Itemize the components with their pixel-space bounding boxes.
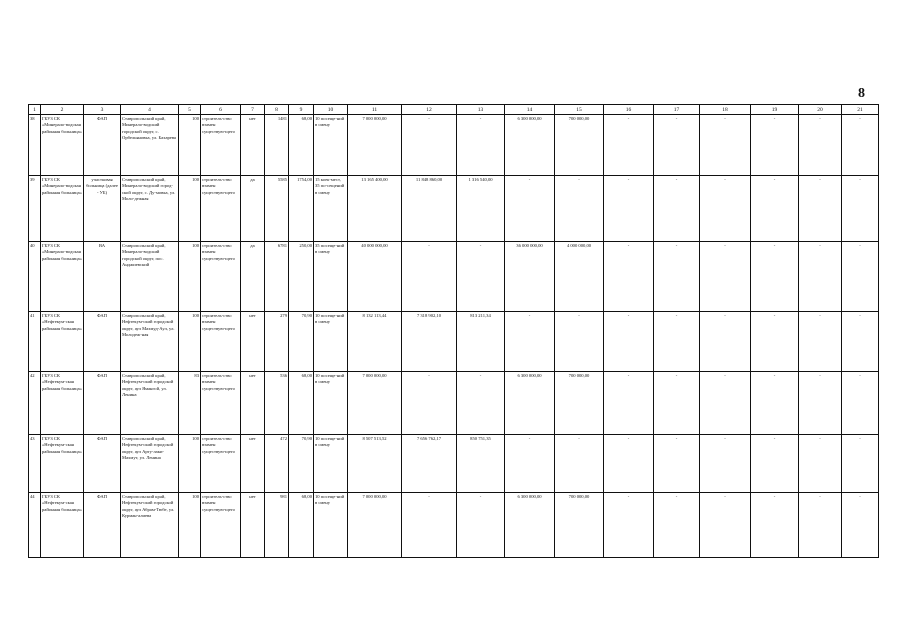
address-cell: Ставропольский край, Нефтекум-ский городской округ, аул Арту-лаки-Махмут, ул. Ленина bbox=[121, 435, 179, 493]
value-cell: - bbox=[654, 435, 700, 493]
value-cell: - bbox=[505, 176, 555, 242]
value-cell: - bbox=[799, 176, 842, 242]
institution-cell: ГБУЗ СК «Минерало-водская районная больница» bbox=[41, 176, 84, 242]
shift-cell: 35 посеще-ний в смену bbox=[314, 242, 348, 312]
value-cell: 700 000,00 bbox=[555, 115, 604, 176]
value-cell: - bbox=[654, 242, 700, 312]
shift-cell: 10 посеще-ний в смену bbox=[314, 312, 348, 372]
value-cell: - bbox=[402, 115, 457, 176]
value-cell: - bbox=[555, 435, 604, 493]
value-cell: - bbox=[604, 312, 654, 372]
value-cell: 850 751,35 bbox=[457, 435, 505, 493]
column-header: 10 bbox=[314, 105, 348, 115]
total-cell: 7 000 000,00 bbox=[348, 372, 402, 435]
table-row bbox=[29, 372, 879, 435]
value-cell: - bbox=[654, 372, 700, 435]
value-cell: - bbox=[842, 493, 879, 558]
value-cell: - bbox=[842, 435, 879, 493]
flag-cell: нет bbox=[241, 372, 265, 435]
column-header: 6 bbox=[201, 105, 241, 115]
construction-cell: строитель-ство взамен существую-щего bbox=[201, 115, 241, 176]
flag-cell: да bbox=[241, 176, 265, 242]
row-number: 38 bbox=[29, 115, 41, 176]
column-header: 3 bbox=[84, 105, 121, 115]
area-cell: 1481 bbox=[265, 115, 289, 176]
row-number: 39 bbox=[29, 176, 41, 242]
value-cell: - bbox=[700, 115, 751, 176]
value-cell: 6 300 000,00 bbox=[505, 115, 555, 176]
total-cell: 7 000 000,00 bbox=[348, 115, 402, 176]
value-cell: - bbox=[700, 176, 751, 242]
value-cell: 7 656 762,17 bbox=[402, 435, 457, 493]
value-cell: 4 000 000,00 bbox=[555, 242, 604, 312]
value-cell: 813 211,34 bbox=[457, 312, 505, 372]
value-cell: - bbox=[402, 372, 457, 435]
total-cell: 8 507 513,52 bbox=[348, 435, 402, 493]
value-cell: - bbox=[457, 115, 505, 176]
flag-cell: нет bbox=[241, 493, 265, 558]
value-cell: - bbox=[799, 493, 842, 558]
construction-cell: строитель-ство взамен существую-щего bbox=[201, 493, 241, 558]
percent-cell: 100 bbox=[179, 115, 201, 176]
area-cell: 472 bbox=[265, 435, 289, 493]
column-header: 15 bbox=[555, 105, 604, 115]
column-header: 9 bbox=[289, 105, 314, 115]
value-cell: - bbox=[700, 312, 751, 372]
column-header: 12 bbox=[402, 105, 457, 115]
value-cell: - bbox=[751, 372, 799, 435]
value-cell: - bbox=[799, 435, 842, 493]
value-cell: 700 000,00 bbox=[555, 493, 604, 558]
institution-cell: ГБУЗ СК «Нефтекум-ская районная больница» bbox=[41, 493, 84, 558]
value-cell: - bbox=[700, 242, 751, 312]
column-header: 17 bbox=[654, 105, 700, 115]
institution-cell: ГБУЗ СК «Нефтекум-ская районная больница» bbox=[41, 312, 84, 372]
row-number: 43 bbox=[29, 435, 41, 493]
capacity-cell: 250,00 bbox=[289, 242, 314, 312]
value-cell: - bbox=[604, 176, 654, 242]
value-cell: 6 300 000,00 bbox=[505, 372, 555, 435]
value-cell: 36 000 000,00 bbox=[505, 242, 555, 312]
value-cell: - bbox=[799, 312, 842, 372]
shift-cell: 10 посеще-ний в смену bbox=[314, 493, 348, 558]
value-cell: - bbox=[457, 242, 505, 312]
column-header: 5 bbox=[179, 105, 201, 115]
total-cell: 7 000 000,00 bbox=[348, 493, 402, 558]
institution-cell: ГБУЗ СК «Нефтекум-ская районная больница» bbox=[41, 372, 84, 435]
value-cell: 700 000,00 bbox=[555, 372, 604, 435]
table-row bbox=[29, 312, 879, 372]
column-header: 2 bbox=[41, 105, 84, 115]
construction-cell: строитель-ство взамен существую-щего bbox=[201, 435, 241, 493]
row-number: 42 bbox=[29, 372, 41, 435]
capacity-cell: 70,90 bbox=[289, 435, 314, 493]
value-cell: - bbox=[700, 435, 751, 493]
shift-cell: 10 посеще-ний в смену bbox=[314, 435, 348, 493]
facility-type-cell: ФАП bbox=[84, 493, 121, 558]
value-cell: - bbox=[555, 312, 604, 372]
header-row bbox=[29, 105, 879, 115]
institution-cell: ГБУЗ СК «Минерало-водская районная больница» bbox=[41, 242, 84, 312]
value-cell: - bbox=[751, 176, 799, 242]
table-row bbox=[29, 242, 879, 312]
capacity-cell: 1754,00 bbox=[289, 176, 314, 242]
value-cell: - bbox=[751, 312, 799, 372]
value-cell: 7 318 902,10 bbox=[402, 312, 457, 372]
value-cell: - bbox=[842, 312, 879, 372]
value-cell: - bbox=[751, 493, 799, 558]
column-header: 7 bbox=[241, 105, 265, 115]
percent-cell: 100 bbox=[179, 312, 201, 372]
facility-type-cell: ФАП bbox=[84, 115, 121, 176]
value-cell: - bbox=[654, 312, 700, 372]
value-cell: - bbox=[842, 115, 879, 176]
capacity-cell: 68,00 bbox=[289, 372, 314, 435]
column-header: 4 bbox=[121, 105, 179, 115]
value-cell: - bbox=[604, 435, 654, 493]
column-header: 1 bbox=[29, 105, 41, 115]
percent-cell: 100 bbox=[179, 493, 201, 558]
area-cell: 5585 bbox=[265, 176, 289, 242]
value-cell: - bbox=[842, 176, 879, 242]
area-cell: 981 bbox=[265, 493, 289, 558]
area-cell: 6781 bbox=[265, 242, 289, 312]
column-header: 21 bbox=[842, 105, 879, 115]
table-row bbox=[29, 176, 879, 242]
column-header: 16 bbox=[604, 105, 654, 115]
column-header: 8 bbox=[265, 105, 289, 115]
percent-cell: 100 bbox=[179, 242, 201, 312]
value-cell: - bbox=[457, 493, 505, 558]
value-cell: - bbox=[505, 435, 555, 493]
shift-cell: 10 посеще-ний в смену bbox=[314, 372, 348, 435]
table-row bbox=[29, 435, 879, 493]
address-cell: Ставропольский край, Минерало-водский город-ской округ, с. Ду-мовка, ул. Моло-дежная bbox=[121, 176, 179, 242]
value-cell: - bbox=[604, 372, 654, 435]
total-cell: 40 000 000,00 bbox=[348, 242, 402, 312]
capacity-cell: 68,00 bbox=[289, 493, 314, 558]
column-header: 18 bbox=[700, 105, 751, 115]
construction-cell: строитель-ство взамен существую-щего bbox=[201, 312, 241, 372]
table-row bbox=[29, 493, 879, 558]
value-cell: - bbox=[555, 176, 604, 242]
value-cell: - bbox=[842, 242, 879, 312]
value-cell: - bbox=[402, 242, 457, 312]
column-header: 14 bbox=[505, 105, 555, 115]
value-cell: - bbox=[457, 372, 505, 435]
address-cell: Ставропольский край, Нефтекум-ский городской округ, аул Махмуд-Аул, ул. Молодеж-ная bbox=[121, 312, 179, 372]
value-cell: - bbox=[751, 242, 799, 312]
flag-cell: нет bbox=[241, 312, 265, 372]
row-number: 41 bbox=[29, 312, 41, 372]
facility-type-cell: ФАП bbox=[84, 435, 121, 493]
column-header: 20 bbox=[799, 105, 842, 115]
area-cell: 536 bbox=[265, 372, 289, 435]
shift-cell: 10 посеще-ний в смену bbox=[314, 115, 348, 176]
value-cell: 11 848 860,00 bbox=[402, 176, 457, 242]
row-number: 40 bbox=[29, 242, 41, 312]
shift-cell: 15 коек-мест, 35 по-сещений в смену bbox=[314, 176, 348, 242]
construction-cell: строитель-ство взамен существую-щего bbox=[201, 242, 241, 312]
value-cell: - bbox=[700, 372, 751, 435]
value-cell: - bbox=[604, 242, 654, 312]
facility-type-cell: ФАП bbox=[84, 312, 121, 372]
address-cell: Ставропольский край, Минерало-водский городской округ, пос. Анджиевский bbox=[121, 242, 179, 312]
value-cell: 6 300 000,00 bbox=[505, 493, 555, 558]
value-cell: - bbox=[700, 493, 751, 558]
percent-cell: 83 bbox=[179, 372, 201, 435]
value-cell: - bbox=[654, 493, 700, 558]
percent-cell: 100 bbox=[179, 176, 201, 242]
value-cell: - bbox=[505, 312, 555, 372]
column-header: 11 bbox=[348, 105, 402, 115]
column-header: 19 bbox=[751, 105, 799, 115]
value-cell: - bbox=[799, 115, 842, 176]
value-cell: - bbox=[402, 493, 457, 558]
value-cell: 1 316 540,00 bbox=[457, 176, 505, 242]
capacity-cell: 68,00 bbox=[289, 115, 314, 176]
capacity-cell: 70,90 bbox=[289, 312, 314, 372]
value-cell: - bbox=[604, 493, 654, 558]
value-cell: - bbox=[799, 242, 842, 312]
construction-cell: строитель-ство взамен существую-щего bbox=[201, 372, 241, 435]
institution-cell: ГБУЗ СК «Нефтекум-ская районная больница» bbox=[41, 435, 84, 493]
construction-cell: строитель-ство взамен существую-щего bbox=[201, 176, 241, 242]
data-table bbox=[28, 104, 879, 558]
total-cell: 8 132 113,44 bbox=[348, 312, 402, 372]
page-number: 8 bbox=[858, 86, 865, 101]
facility-type-cell: участковая больница (далее - УБ) bbox=[84, 176, 121, 242]
value-cell: - bbox=[751, 115, 799, 176]
row-number: 44 bbox=[29, 493, 41, 558]
total-cell: 13 165 400,00 bbox=[348, 176, 402, 242]
area-cell: 279 bbox=[265, 312, 289, 372]
facility-type-cell: ФАП bbox=[84, 372, 121, 435]
value-cell: - bbox=[604, 115, 654, 176]
value-cell: - bbox=[654, 176, 700, 242]
flag-cell: да bbox=[241, 242, 265, 312]
institution-cell: ГБУЗ СК «Минерало-водская районная больница» bbox=[41, 115, 84, 176]
table-row bbox=[29, 115, 879, 176]
value-cell: - bbox=[751, 435, 799, 493]
column-header: 13 bbox=[457, 105, 505, 115]
address-cell: Ставропольский край, Нефтекум-ский городской округ, аул Абрам-Тюбе, ул. Курман-алиева bbox=[121, 493, 179, 558]
facility-type-cell: ВА bbox=[84, 242, 121, 312]
address-cell: Ставропольский край, Нефтекум-ский городской округ, аул Ямангой, ул. Ленина bbox=[121, 372, 179, 435]
value-cell: - bbox=[654, 115, 700, 176]
flag-cell: нет bbox=[241, 435, 265, 493]
address-cell: Ставропольский край, Минерало-водский городской округ, с. Орбельяновка, ул. Бахарева bbox=[121, 115, 179, 176]
value-cell: - bbox=[842, 372, 879, 435]
value-cell: - bbox=[799, 372, 842, 435]
percent-cell: 100 bbox=[179, 435, 201, 493]
flag-cell: нет bbox=[241, 115, 265, 176]
